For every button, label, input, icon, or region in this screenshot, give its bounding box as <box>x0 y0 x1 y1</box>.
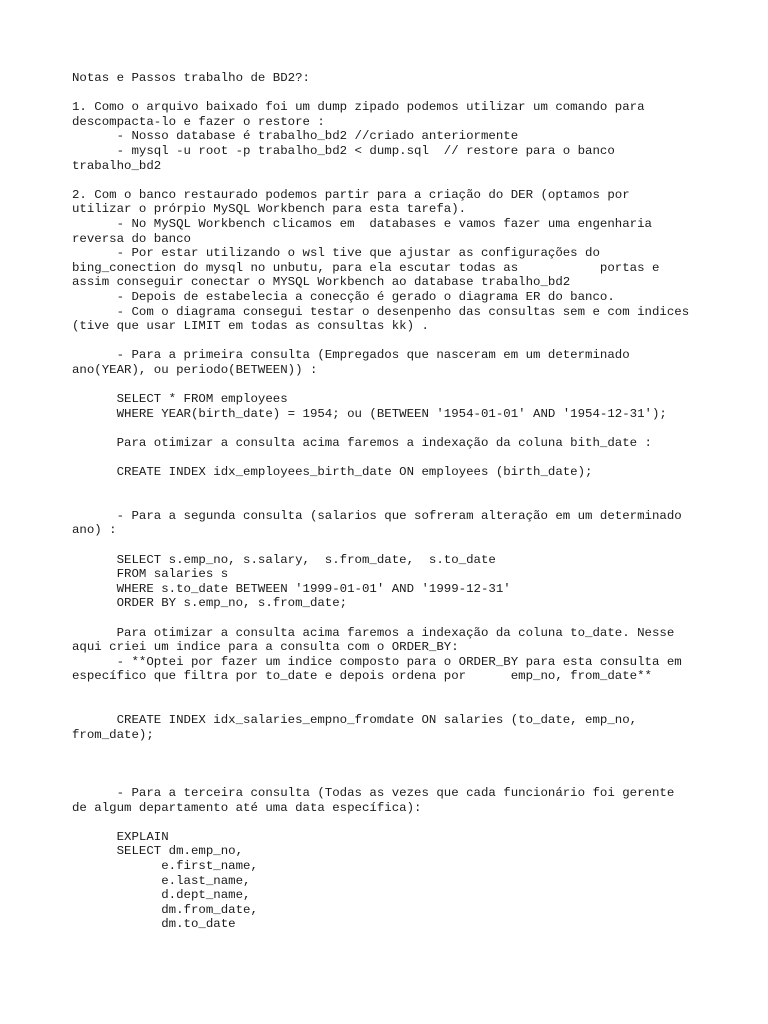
blank-line <box>72 611 752 626</box>
text-line: SELECT * FROM employees <box>72 392 288 407</box>
blank-line <box>72 450 752 465</box>
text-line: dm.from_date, <box>72 902 258 917</box>
text-line: Notas e Passos trabalho de BD2?: <box>72 71 310 85</box>
text-line: Para otimizar a consulta acima faremos a indexação da coluna to_date. Nesse <box>72 625 675 640</box>
text-line: - Nosso database é trabalho_bd2 //criado anteriormente <box>72 129 519 144</box>
text-line: utilizar o prórpio MySQL Workbench para esta tarefa). <box>72 202 467 217</box>
text-line: e.first_name, <box>72 859 258 874</box>
text-line: ORDER BY s.emp_no, s.from_date; <box>72 596 348 611</box>
text-line: - Com o diagrama consegui testar o desenpenho das consultas sem e com indices <box>72 304 690 319</box>
blank-line <box>72 772 752 787</box>
text-line: assim conseguir conectar o MYSQL Workbench ao database trabalho_bd2 <box>72 275 571 290</box>
text-line: - **Optei por fazer um indice composto para o ORDER_BY para esta consulta em <box>72 654 682 669</box>
text-line: - Para a segunda consulta (salarios que sofreram alteração em um determinado <box>72 508 682 523</box>
text-line: descompacta-lo e fazer o restore : <box>72 114 325 129</box>
blank-line <box>72 377 752 392</box>
blank-line <box>72 334 752 349</box>
text-line: WHERE s.to_date BETWEEN '1999-01-01' AND '1999-12-31' <box>72 581 511 596</box>
text-line: SELECT dm.emp_no, <box>72 844 244 859</box>
text-line: aqui criei um indice para a consulta com o ORDER_BY: <box>72 640 459 655</box>
text-line: Para otimizar a consulta acima faremos a indexação da coluna bith_date : <box>72 435 652 450</box>
text-line: de algum departamento até uma data específica): <box>72 800 422 815</box>
text-line: (tive que usar LIMIT em todas as consultas kk) . <box>72 319 429 334</box>
blank-line <box>72 173 752 188</box>
blank-line <box>72 538 752 553</box>
document-page <box>72 71 752 932</box>
text-line: WHERE YEAR(birth_date) = 1954; ou (BETWEEN '1954-01-01' AND '1954-12-31'); <box>72 406 667 421</box>
text-line: d.dept_name, <box>72 888 251 903</box>
text-line: - Por estar utilizando o wsl tive que ajustar as configurações do <box>72 246 600 261</box>
text-line: FROM salaries s <box>72 567 229 582</box>
text-line: EXPLAIN <box>72 829 169 844</box>
blank-line <box>72 815 752 830</box>
blank-line <box>72 421 752 436</box>
text-line: ano) : <box>72 523 117 538</box>
text-line: reversa do banco <box>72 231 191 246</box>
text-line: CREATE INDEX idx_employees_birth_date ON employees (birth_date); <box>72 465 593 480</box>
blank-line <box>72 494 752 509</box>
text-line: 2. Com o banco restaurado podemos partir para a criação do DER (optamos por <box>72 187 630 202</box>
text-line: dm.to_date <box>72 917 236 932</box>
text-line: - mysql -u root -p trabalho_bd2 < dump.sql // restore para o banco <box>72 143 615 158</box>
text-line: SELECT s.emp_no, s.salary, s.from_date, s.to_date <box>72 552 496 567</box>
blank-line <box>72 742 752 757</box>
text-line: específico que filtra por to_date e depois ordena por emp_no, from_date** <box>72 669 652 684</box>
text-line: trabalho_bd2 <box>72 158 162 173</box>
text-line: - Depois de estabelecia a conecção é gerado o diagrama ER do banco. <box>72 289 615 304</box>
text-line: - No MySQL Workbench clicamos em databases e vamos fazer uma engenharia <box>72 216 652 231</box>
blank-line <box>72 699 752 714</box>
text-line: ano(YEAR), ou periodo(BETWEEN)) : <box>72 362 318 377</box>
blank-line <box>72 757 752 772</box>
blank-line <box>72 480 752 495</box>
text-line: e.last_name, <box>72 873 251 888</box>
text-line: CREATE INDEX idx_salaries_empno_fromdate ON salaries (to_date, emp_no, <box>72 713 638 728</box>
text-line: from_date); <box>72 727 154 742</box>
text-line: 1. Como o arquivo baixado foi um dump zipado podemos utilizar um comando para <box>72 100 645 115</box>
text-line: bing_conection do mysql no unbutu, para ela escutar todas as portas e <box>72 260 660 275</box>
blank-line <box>72 684 752 699</box>
text-line: - Para a terceira consulta (Todas as vezes que cada funcionário foi gerente <box>72 786 675 801</box>
blank-line <box>72 86 752 101</box>
text-line: - Para a primeira consulta (Empregados que nasceram em um determinado <box>72 348 630 363</box>
